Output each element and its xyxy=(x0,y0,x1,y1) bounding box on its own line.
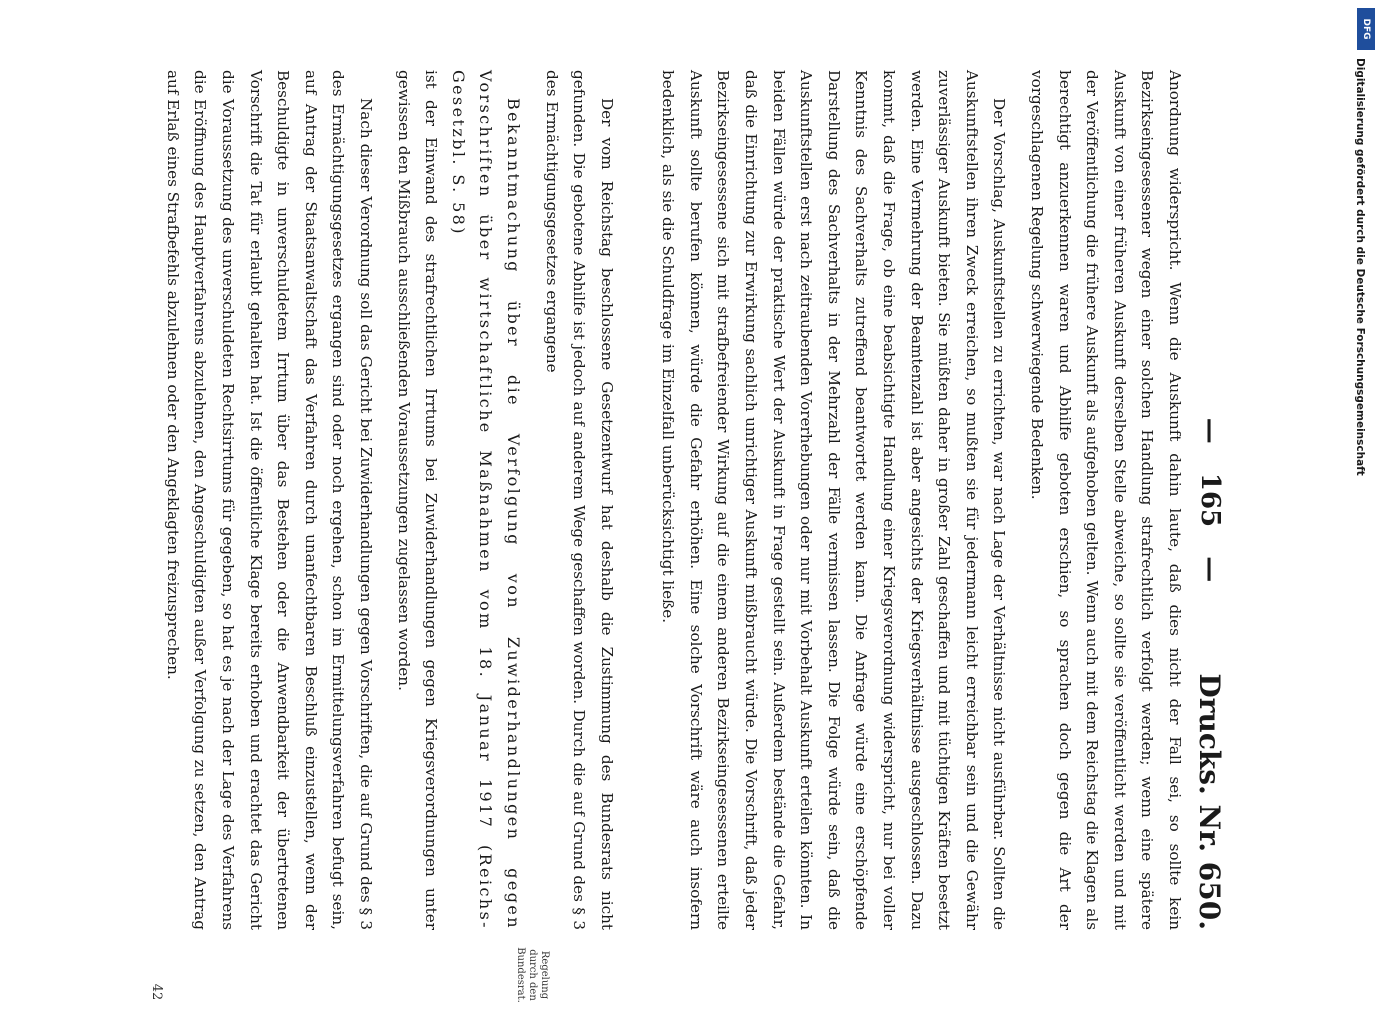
paragraph: Der vom Reichstag beschlossene Gesetzentwurf hat deshalb die Zustimmung des Bundesrats nicht gefunden. Die gebotene Abhilfe ist jedoch auf anderem Wege geschaffen worden. Durch die auf Grund des § 3 des Ermächtigungsgesetzes ergangene xyxy=(542,70,616,930)
page-header xyxy=(1190,70,1230,930)
dfg-logo-text: DFG xyxy=(1361,18,1371,40)
paragraph: ist der Einwand des strafrechtlichen Irrtums bei Zuwiderhandlungen gegen Kriegsverordnungen unter gewissen den Mißbrauch ausschließenden Voraussetzungen zugelassen worden. xyxy=(394,70,441,930)
document-body xyxy=(108,70,1188,930)
page-number-value: 165 xyxy=(1195,472,1225,528)
drucksache-number: Drucks. Nr. 650. xyxy=(1193,673,1227,930)
dfg-logo xyxy=(1357,8,1375,50)
sheet-number: 42 xyxy=(149,983,164,1001)
credit-text: Digitalisierung gefördert durch die Deutsche Forschungsgemeinschaft xyxy=(1354,58,1366,476)
paragraph: Anordnung widerspricht. Wenn die Auskunft dahin laute, daß dies nicht der Fall sei, so sollte kein Bezirkseingesessener wegen einer solchen Handlung strafrechtlich verfolgt werden; wenn eine spätere Auskunft von einer früheren Auskunft derselben Stelle abweiche, so sollte sie veröffentlicht werden und mit der Veröffentlichung die frühere Auskunft als aufgehoben gelten. Wenn auch mit dem Reichstag die Klagen als berechtigt anzuerkennen waren und Abhilfe geboten erschien, so sprachen doch gegen die Art der vorgeschlagenen Regelung schwerwiegende Bedenken. xyxy=(1028,70,1184,930)
digitization-credit xyxy=(1354,8,1377,1000)
header-dash-right: — xyxy=(1195,556,1225,583)
credit-line xyxy=(1354,58,1375,998)
ordinance-title: Bekanntmachung über die Verfolgung von Zuwiderhandlungen gegen Vorschriften über wirtschaftliche Maßnahmen vom 18. Januar 1917 (Reichs-Gesetzbl. S. 58) xyxy=(448,70,523,930)
document-page xyxy=(120,0,1230,1003)
margin-note: Regelung durch den Bundesrat. xyxy=(515,947,550,1003)
paragraph: Nach dieser Verordnung soll das Gericht bei Zuwiderhandlungen gegen Vorschriften, die auf Grund des § 3 des Ermächtigungsgesetzes ergangen sind oder noch ergehen, schon im Ermittelungsverfahren befugt sein, auf Antrag der Staatsanwaltschaft das Verfahren durch unanfechtbaren Beschluß einzustellen, wenn der Beschuldigte in unverschuldetem Irrtum über das Bestehen oder die Anwendbarkeit der übertretenen Vorschrift die Tat für erlaubt gehalten hat. Ist die öffentliche Klage bereits erhoben und erachtet das Gericht die Voraussetzung des unverschuldeten Rechtsirrtums für gegeben, so hat es je nach der Lage des Verfahrens die Eröffnung des Hauptverfahrens abzulehnen, den Angeschuldigten außer Verfolgung zu setzen, den Antrag auf Erlaß eines Strafbefehls abzulehnen oder den Angeklagten freizusprechen. xyxy=(163,70,375,930)
header-dash-left: — xyxy=(1195,417,1225,444)
paragraph: Der Vorschlag, Auskunftstellen zu errichten, war nach Lage der Verhältnisse nicht ausführbar. Sollten die Auskunftstellen ihren Zweck erreichen, so mußten sie für jedermann leicht erreichbar sein und die Gewähr zuverlässiger Auskunft bieten. Sie müßten daher in großer Zahl geschaffen und mit tüchtigen Kräften besetzt werden. Eine Vermehrung der Beamtenzahl ist aber angesichts der Kriegsverhältnisse ausgeschlossen. Dazu kommt, daß die Frage, ob eine beabsichtigte Handlung einer Kriegsverordnung widerspricht, nur bei voller Kenntnis des Sachverhalts zutreffend beantwortet werden kann. Die Anfrage würde eine erschöpfende Darstellung des Sachverhalts in der Mehrzahl der Fälle vermissen lassen. Die Folge würde sein, daß die Auskunftstellen erst nach zeitraubenden Vorerhebungen oder nur mit Vorbehalt Auskunft erteilen könnten. In beiden Fällen würde der praktische Wert der Auskunft in Frage gestellt sein. Außerdem bestände die Gefahr, daß die Einrichtung zur Erwirkung sachlich unrichtiger Auskunft mißbraucht würde. Die Vorschrift, daß jeder Bezirkseingesessene sich mit strafbefreiender Wirkung auf die einem anderen Bezirkseingesessenen erteilte Auskunft sollte berufen können, würde die Gefahr erhöhen. Eine solche Vorschrift wäre auch insofern bedenklich, als sie die Schuldfrage im Einzelfall unberücksichtigt ließe. xyxy=(659,70,1009,930)
